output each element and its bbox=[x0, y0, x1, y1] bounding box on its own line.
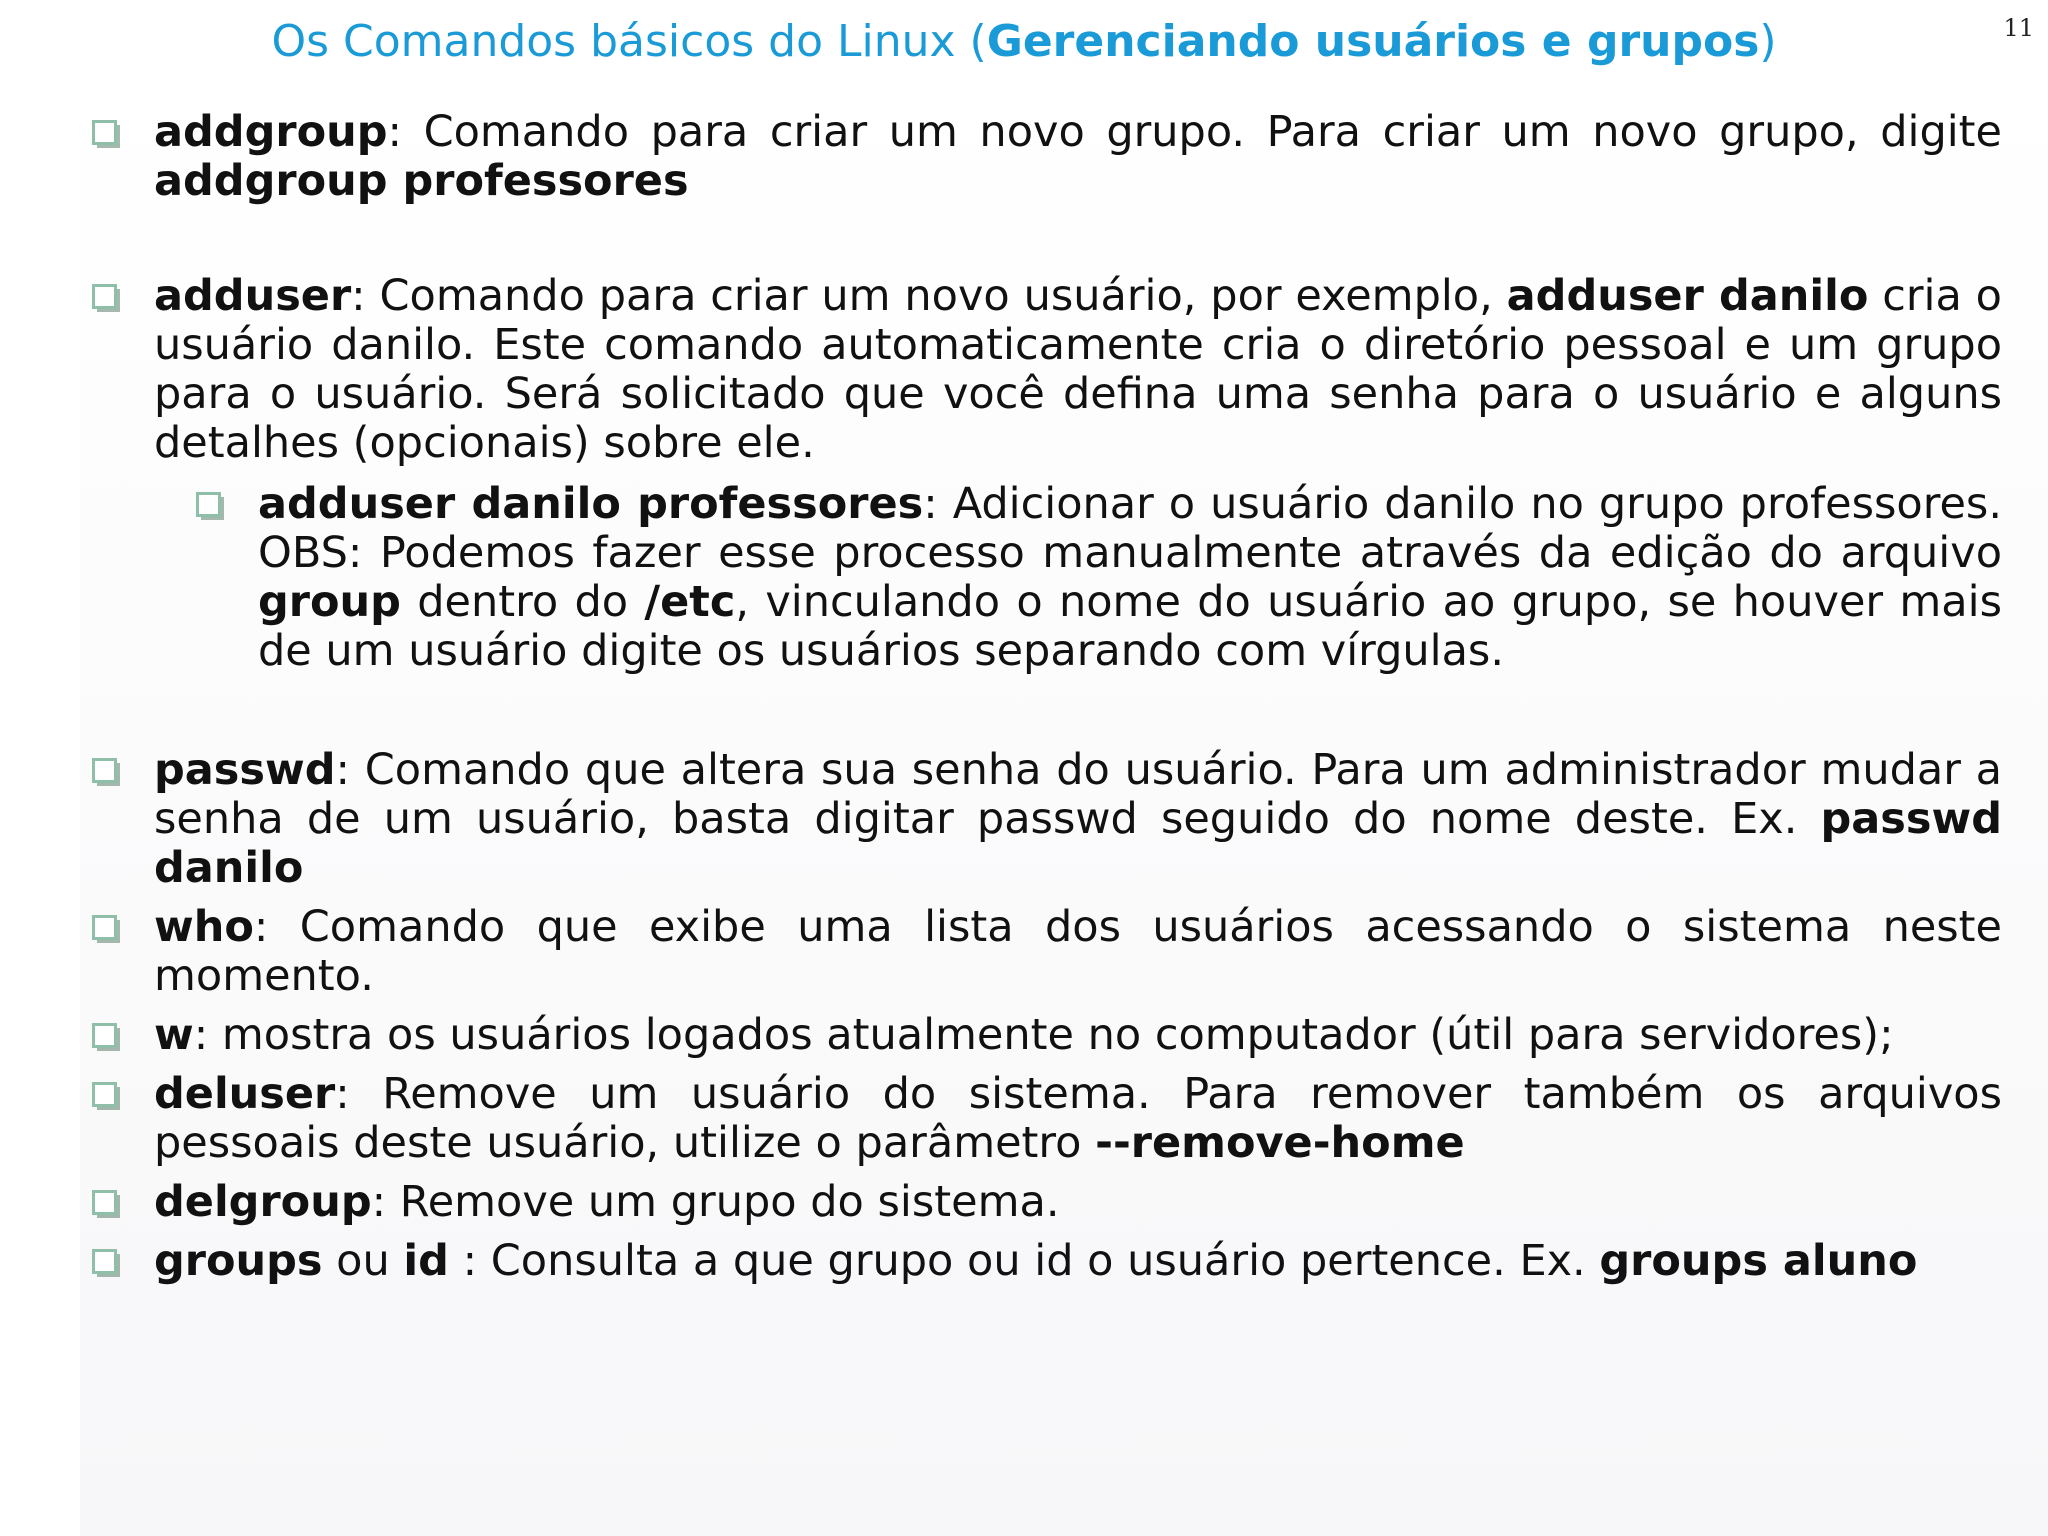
slide-title-bold: Gerenciando usuários e grupos bbox=[986, 16, 1760, 67]
checkbox-square-icon bbox=[92, 1023, 122, 1053]
list-item-delgroup: delgroup: Remove um grupo do sistema. bbox=[92, 1178, 2002, 1227]
list-item-adduser-group: adduser danilo professores: Adicionar o usuário danilo no grupo professores. OBS: Podemos fazer esse processo manualmente através da edição do arquivo group dentro do /etc, vinculando o nome do usuário ao grupo, se houver mais de um usuário digite os usuários separando com vírgulas. bbox=[92, 480, 2002, 676]
list-item-groups: groups ou id : Consulta a que grupo ou id o usuário pertence. Ex. groups aluno bbox=[92, 1237, 2002, 1286]
checkbox-square-icon bbox=[92, 1082, 122, 1112]
list-item-who: who: Comando que exibe uma lista dos usuários acessando o sistema neste momento. bbox=[92, 903, 2002, 1001]
list-item-deluser: deluser: Remove um usuário do sistema. Para remover também os arquivos pessoais deste usuário, utilize o parâmetro --remove-home bbox=[92, 1070, 2002, 1168]
checkbox-square-icon bbox=[92, 1249, 122, 1279]
slide-title: Os Comandos básicos do Linux (Gerenciando usuários e grupos) bbox=[271, 16, 1777, 67]
checkbox-square-icon bbox=[92, 915, 122, 945]
checkbox-square-icon bbox=[92, 1190, 122, 1220]
list-item-adduser: adduser: Comando para criar um novo usuário, por exemplo, adduser danilo cria o usuário danilo. Este comando automaticamente cria o diretório pessoal e um grupo para o usuário. Será solicitado que você defina uma senha para o usuário e alguns detalhes (opcionais) sobre ele. bbox=[92, 272, 2002, 468]
list-item-addgroup: addgroup: Comando para criar um novo grupo. Para criar um novo grupo, digite addgroup professores bbox=[92, 108, 2002, 206]
checkbox-square-icon bbox=[196, 492, 226, 522]
list-item-w: w: mostra os usuários logados atualmente no computador (útil para servidores); bbox=[92, 1011, 2002, 1060]
checkbox-square-icon bbox=[92, 284, 122, 314]
checkbox-square-icon bbox=[92, 120, 122, 150]
command-list bbox=[92, 108, 2002, 1286]
checkbox-square-icon bbox=[92, 758, 122, 788]
list-item-passwd: passwd: Comando que altera sua senha do usuário. Para um administrador mudar a senha de um usuário, basta digitar passwd seguido do nome deste. Ex. passwd danilo bbox=[92, 746, 2002, 893]
page-number: 11 bbox=[2003, 14, 2034, 42]
